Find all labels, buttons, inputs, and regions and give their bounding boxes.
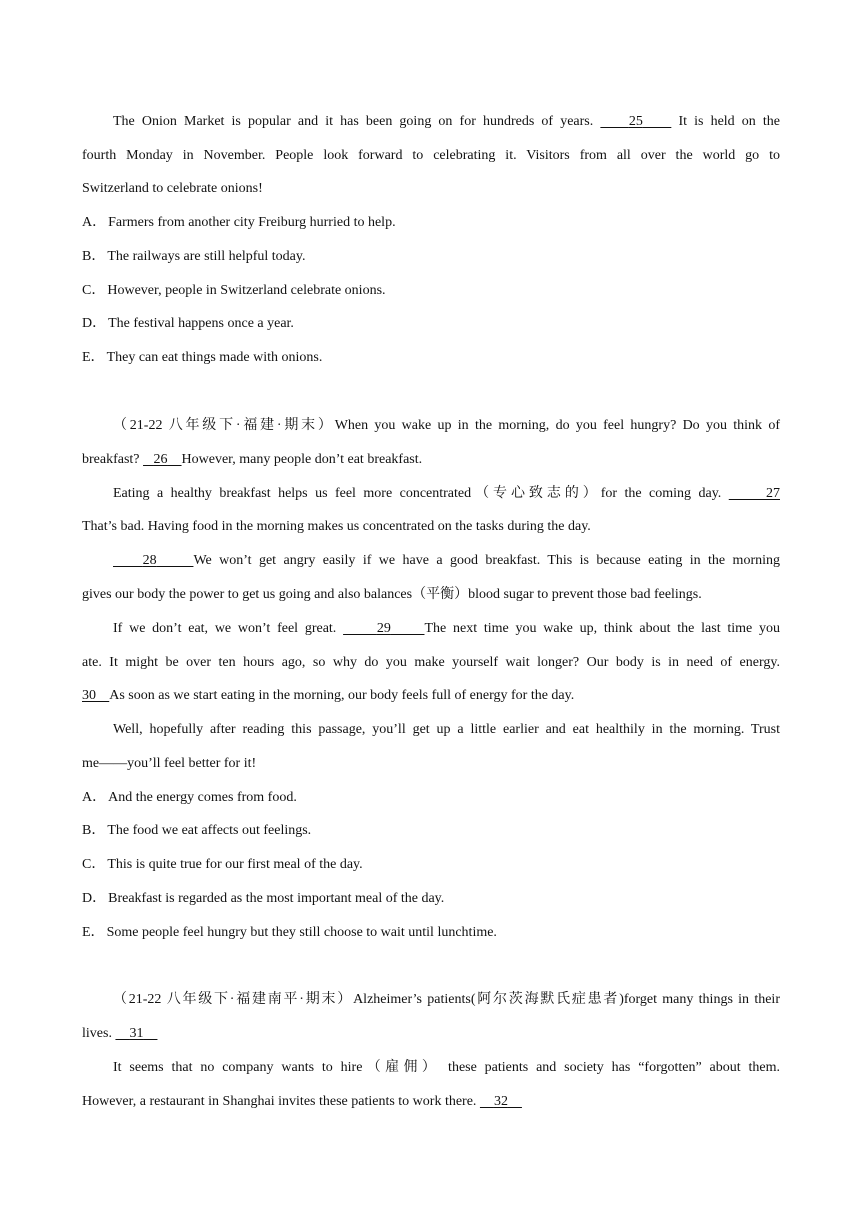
- passage1-line1: [113, 112, 780, 132]
- passage2-option-d: D． Breakfast is regarded as the most important meal of the day.: [82, 891, 445, 906]
- passage2-line10: Well, hopefully after reading this passage, you’ll get up a little earlier and eat healthily in the morning. Trust: [113, 722, 780, 737]
- blank-25: 25: [628, 114, 643, 129]
- passage1-text: It is held on the: [678, 114, 781, 129]
- blank-26: 26: [153, 452, 168, 467]
- passage3-line4: However, a restaurant in Shanghai invites these patients to work there. 32: [82, 1092, 780, 1112]
- passage2-line1: （21-22 八年级下·福建·期末）When you wake up in the morning, do you feel hungry? Do you think of: [113, 418, 780, 433]
- passage2-line4: That’s bad. Having food in the morning makes us concentrated on the tasks during the day.: [82, 519, 591, 534]
- passage2-option-a: A． And the energy comes from food.: [82, 790, 297, 805]
- passage1-line3: Switzerland to celebrate onions!: [82, 181, 263, 196]
- passage3-line1: （21-22 八年级下·福建南平·期末）Alzheimer’s patients(阿尔茨海默氏症患者)forget many things in their: [113, 992, 780, 1007]
- passage1-option-c: C． However, people in Switzerland celebrate onions.: [82, 283, 386, 298]
- passage2-line7: If we don’t eat, we won’t feel great. 29 The next time you wake up, think about the last time you: [113, 621, 780, 636]
- passage1-option-d: D． The festival happens once a year.: [82, 316, 294, 331]
- blank-28: 28: [142, 553, 157, 568]
- passage2-line3: Eating a healthy breakfast helps us feel more concentrated（专心致志的）for the coming day. 27: [113, 486, 780, 501]
- source-label: （21-22 八年级下·福建·期末）: [113, 418, 335, 433]
- passage2-line2: breakfast? 26 However, many people don’t eat breakfast.: [82, 452, 423, 467]
- passage1-line2: fourth Monday in November. People look forward to celebrating it. Visitors from all over the world go to: [82, 148, 780, 163]
- passage1-option-b: B． The railways are still helpful today.: [82, 249, 306, 264]
- blank-32: 32: [493, 1094, 508, 1109]
- passage1-option-a: A． Farmers from another city Freiburg hurried to help.: [82, 215, 396, 230]
- passage2-option-c: C． This is quite true for our first meal of the day.: [82, 857, 363, 872]
- passage1-text: The Onion Market is popular and it has been going on for hundreds of years.: [113, 114, 594, 129]
- blank-31: 31: [129, 1026, 144, 1041]
- blank-27: 27: [766, 486, 780, 501]
- passage1-option-e: E． They can eat things made with onions.: [82, 350, 323, 365]
- source-label: （21-22 八年级下·福建南平·期末）: [113, 992, 354, 1007]
- passage3-line3: It seems that no company wants to hire（雇佣） these patients and society has “forgotten” about them.: [113, 1060, 780, 1075]
- passage2-option-e: E． Some people feel hungry but they still choose to wait until lunchtime.: [82, 925, 497, 940]
- passage2-line9: 30 As soon as we start eating in the morning, our body feels full of energy for the day.: [82, 688, 575, 703]
- passage2-line11: me——you’ll feel better for it!: [82, 756, 257, 771]
- passage2-line8: ate. It might be over ten hours ago, so why do you make yourself wait longer? Our body is in need of energy.: [82, 655, 780, 670]
- passage2-line5: 28 We won’t get angry easily if we have a good breakfast. This is because eating in the morning: [113, 551, 780, 571]
- passage2-option-b: B． The food we eat affects out feelings.: [82, 823, 312, 838]
- blank-29: 29: [376, 621, 391, 636]
- passage3-line2: lives. 31: [82, 1024, 780, 1044]
- blank-30: 30: [82, 688, 96, 703]
- passage2-line6: gives our body the power to get us going and also balances（平衡）blood sugar to prevent those bad feelings.: [82, 587, 702, 602]
